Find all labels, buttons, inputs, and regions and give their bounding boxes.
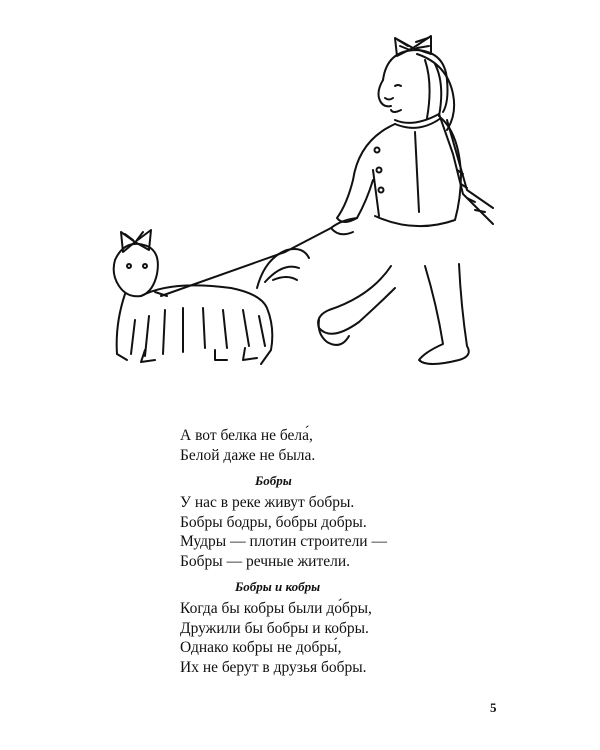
poem-line: Дружили бы бобры и кобры. [180, 619, 369, 637]
poem-line: У нас в реке живут бобры. [180, 494, 355, 511]
poem-line: А вот белка не бела́, [180, 427, 313, 444]
girl-walking-dog-icon [95, 20, 505, 370]
poem-title: Бобры [255, 473, 292, 488]
poem-block [180, 426, 480, 677]
poem-line: Когда бы кобры были до́бры, [180, 600, 372, 617]
poem-line: Бобры — речные жители. [180, 552, 351, 570]
page-number: 5 [490, 700, 497, 715]
poem-title: Бобры и кобры [235, 579, 321, 594]
poem-line: Белой даже не была. [180, 446, 316, 464]
poem-line: Бобры бодры, бобры добры. [180, 513, 367, 531]
poem-line: Мудры — плотин строители — [180, 533, 387, 550]
poem-line: Их не берут в друзья бобры. [180, 658, 367, 676]
poem-line: Однако кобры не добры́, [180, 639, 342, 656]
